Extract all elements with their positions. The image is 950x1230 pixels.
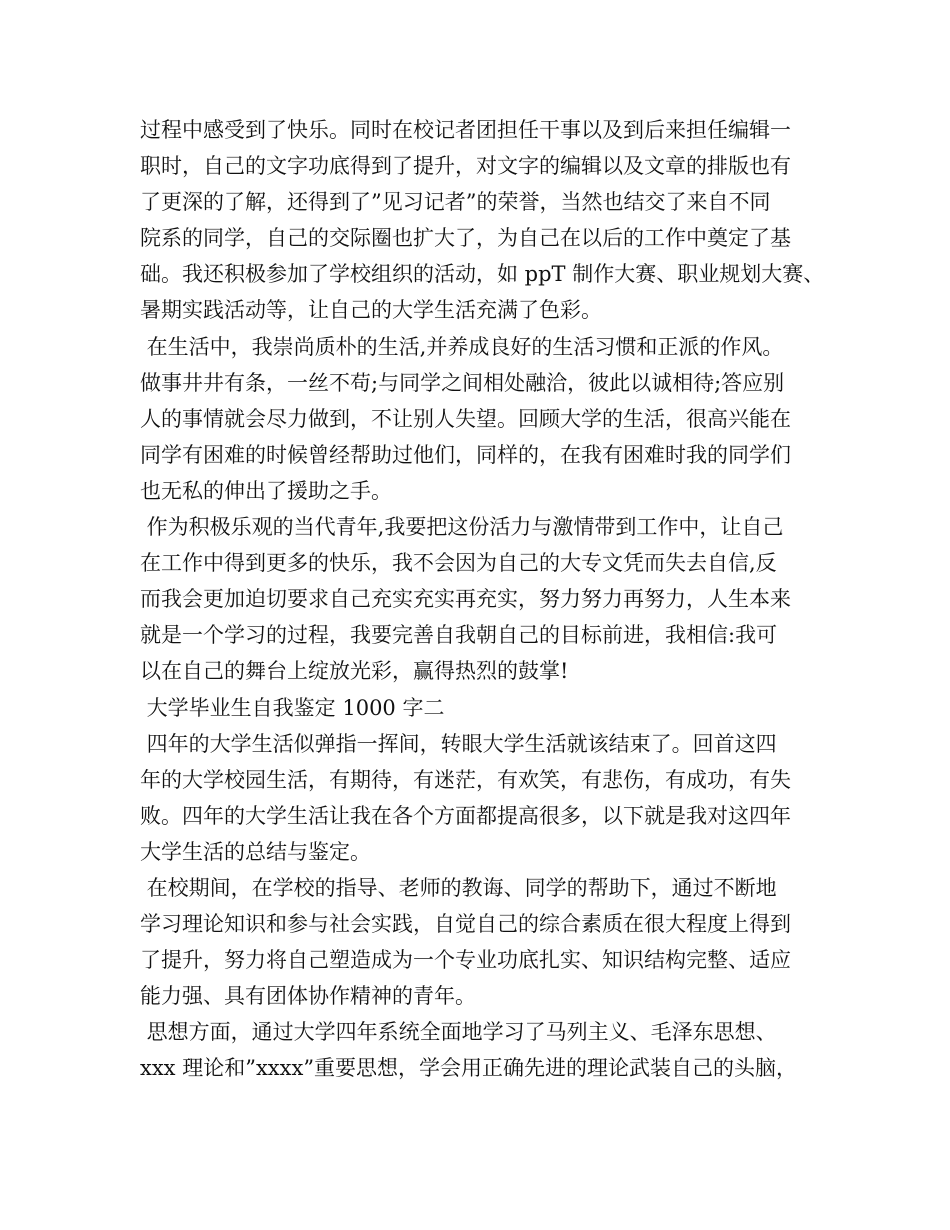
text-line: 以在自己的舞台上绽放光彩，赢得热烈的鼓掌! xyxy=(140,659,569,684)
text-line: 思想方面，通过大学四年系统全面地学习了马列主义、毛泽东思想、 xyxy=(140,1020,777,1045)
text-line: 也无私的伸出了援助之手。 xyxy=(140,478,392,503)
text-line: 院系的同学，自己的交际圈也扩大了，为自己在以后的工作中奠定了基 xyxy=(140,226,791,251)
text-line: 暑期实践活动等，让自己的大学生活充满了色彩。 xyxy=(140,298,602,323)
text-line: 过程中感受到了快乐。同时在校记者团担任干事以及到后来担任编辑一 xyxy=(140,118,791,142)
text-line: 而我会更加迫切要求自己充实充实再充实，努力努力再努力，人生本来 xyxy=(140,587,791,612)
text-line: 年的大学校园生活，有期待，有迷茫，有欢笑，有悲伤，有成功，有失 xyxy=(140,767,791,792)
text-line: xxx 理论和”xxxx”重要思想，学会用正确先进的理论武装自己的头脑， xyxy=(140,1056,798,1081)
text-line: 在生活中，我崇尚质朴的生活,并养成良好的生活习惯和正派的作风。 xyxy=(140,334,784,359)
text-line: 了更深的了解，还得到了”见习记者”的荣誉，当然也结交了来自不同 xyxy=(140,190,771,215)
text-line: 同学有困难的时候曾经帮助过他们，同样的，在我有困难时我的同学们 xyxy=(140,442,791,467)
text-line: 在工作中得到更多的快乐，我不会因为自己的大专文凭而失去自信,反 xyxy=(140,551,777,576)
text-line: 做事井井有条，一丝不苟;与同学之间相处融洽，彼此以诚相待;答应别 xyxy=(140,370,785,395)
text-line: 人的事情就会尽力做到，不让别人失望。回顾大学的生活，很高兴能在 xyxy=(140,406,791,431)
text-line: 能力强、具有团体协作精神的青年。 xyxy=(140,984,476,1009)
text-line: 在校期间，在学校的指导、老师的教诲、同学的帮助下，通过不断地 xyxy=(140,875,777,900)
document-body-text xyxy=(140,112,840,1087)
text-line: 职时，自己的文字功底得到了提升，对文字的编辑以及文章的排版也有 xyxy=(140,154,791,179)
text-line: 就是一个学习的过程，我要完善自我朝自己的目标前进，我相信:我可 xyxy=(140,623,778,648)
text-line: 作为积极乐观的当代青年,我要把这份活力与激情带到工作中，让自己 xyxy=(140,515,784,540)
text-line: 四年的大学生活似弹指一挥间，转眼大学生活就该结束了。回首这四 xyxy=(140,731,777,756)
text-line: 了提升，努力将自己塑造成为一个专业功底扎实、知识结构完整、适应 xyxy=(140,948,791,973)
text-line: 败。四年的大学生活让我在各个方面都提高很多，以下就是我对这四年 xyxy=(140,803,791,828)
text-line: 大学生活的总结与鉴定。 xyxy=(140,839,371,864)
text-line: 学习理论知识和参与社会实践，自觉自己的综合素质在很大程度上得到 xyxy=(140,912,791,937)
text-line: 础。我还积极参加了学校组织的活动，如 ppT 制作大赛、职业规划大赛、 xyxy=(140,262,825,287)
section-heading: 大学毕业生自我鉴定 1000 字二 xyxy=(140,695,445,720)
